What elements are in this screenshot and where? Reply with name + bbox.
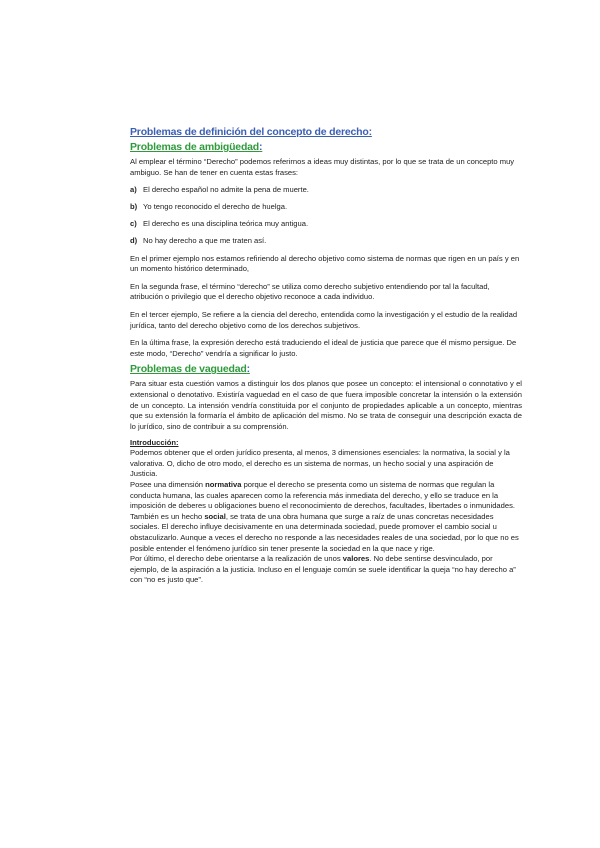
section-heading-ambiguedad xyxy=(130,141,522,153)
list-item xyxy=(130,236,522,247)
list-item-letter: b) xyxy=(130,202,138,212)
list-item-letter: d) xyxy=(130,236,138,246)
text-run: porque el derecho se presenta como un sistema de normas que regulan la conducta humana, las cuales aparecen como la referencia más inmediata del derecho, y ello se traduce en la imposición de deberes u obligaciones bueno el reconocimiento de derechos, facultades, libertades o inmunidades. xyxy=(130,480,515,511)
text-run: Posee una dimensión xyxy=(130,480,206,490)
intro-paragraph-1: Podemos obtener que el orden jurídico presenta, al menos, 3 dimensiones esenciales: la normativa, la social y la valorativa. O, dicho de otro modo, el derecho es un sistema de normas, un hecho social y una aspiración de Justicia. xyxy=(130,448,510,479)
paragraph: En la segunda frase, el término “derecho” se utiliza como derecho subjetivo entendiendo por tal la facultad, atribución o privilegio que el derecho objetivo reconoce a cada individuo. xyxy=(130,281,490,302)
list-item-letter: a) xyxy=(130,185,137,195)
ambiguedad-heading-colon: : xyxy=(259,141,263,153)
section-heading-introduccion: Introducción: xyxy=(130,438,179,448)
intro-paragraph-2 xyxy=(130,480,522,512)
list-item-text: No hay derecho a que me traten así. xyxy=(143,236,267,246)
ambiguedad-intro: Al emplear el término “Derecho” podemos referirnos a ideas muy distintas, por lo que se trata de un concepto muy ambiguo. Se han de tener en cuenta estas frases: xyxy=(130,157,515,177)
bold-term-valores: valores xyxy=(342,554,370,564)
bold-term-normativa: normativa xyxy=(205,480,242,490)
vaguedad-paragraph: Para situar esta cuestión vamos a distinguir los dos planos que posee un concepto: el intensional o connotativo y el extensional o denotativo. Existiría vaguedad en el caso de que fuera imposible concretar la intensión o la extensión de un concepto. La intensión vendría constituida por el conjunto de propiedades aplicable a un concepto, mientras que su extensión la formaría el ámbito de aplicación del mismo. No se trata de conseguir una descripción exacta de lo jurídico, sino de contribuir a su comprensión. xyxy=(130,379,522,431)
text-run: . No debe sentirse desvinculado, por ejemplo, de la aspiración a la justicia. Incluso en el lenguaje común se suele identificar la queja “no hay derecho a” con “no es justo que”. xyxy=(130,554,516,585)
intro-paragraph-4 xyxy=(130,554,522,586)
list-item xyxy=(130,202,522,213)
list-item xyxy=(130,219,522,230)
paragraph: En el tercer ejemplo, Se refiere a la ciencia del derecho, entendida como la investigación y el estudio de la realidad jurídica, tanto del derecho objetivo como de los derechos subjetivos. xyxy=(130,309,518,330)
list-item xyxy=(130,185,522,196)
section-heading-vaguedad xyxy=(130,363,522,375)
bold-term-social: social xyxy=(204,511,226,521)
list-item-letter: c) xyxy=(130,219,137,229)
document-page xyxy=(130,126,522,586)
list-item-text: El derecho es una disciplina teórica muy antigua. xyxy=(143,219,309,229)
paragraph: En el primer ejemplo nos estamos refiriendo al derecho objetivo como sistema de normas que rigen en un país y en un momento histórico determinado, xyxy=(130,253,520,274)
vaguedad-heading-text: Problemas de vaguedad xyxy=(130,363,247,376)
paragraph: En la última frase, la expresión derecho está traduciendo el ideal de justicia que parece que él mismo persigue. De este modo, “Derecho” vendría a significar lo justo. xyxy=(130,338,517,358)
document-title: Problemas de definición del concepto de derecho: xyxy=(130,126,372,138)
list-item-text: El derecho español no admite la pena de muerte. xyxy=(143,185,309,195)
text-run: , se trata de una obra humana que surge a raíz de unas concretas necesidades sociales. El derecho influye decisivamente en una determinada sociedad, puede promover el cambio social u obstaculizarlo. Aunque a veces el derecho no responde a las necesidades reales de una sociedad, por lo que no es posible entender el fenómeno jurídico sin tener presente la sociedad en la que nace y rige. xyxy=(130,511,519,553)
intro-paragraph-3 xyxy=(130,512,522,554)
ambiguedad-heading-text: Problemas de ambigüedad xyxy=(130,141,260,153)
text-run: Por último, el derecho debe orientarse a la realización de unos xyxy=(130,554,343,564)
vaguedad-heading-colon: : xyxy=(246,363,250,376)
list-item-text: Yo tengo reconocido el derecho de huelga. xyxy=(143,202,288,212)
text-run: También es un hecho xyxy=(130,511,205,521)
